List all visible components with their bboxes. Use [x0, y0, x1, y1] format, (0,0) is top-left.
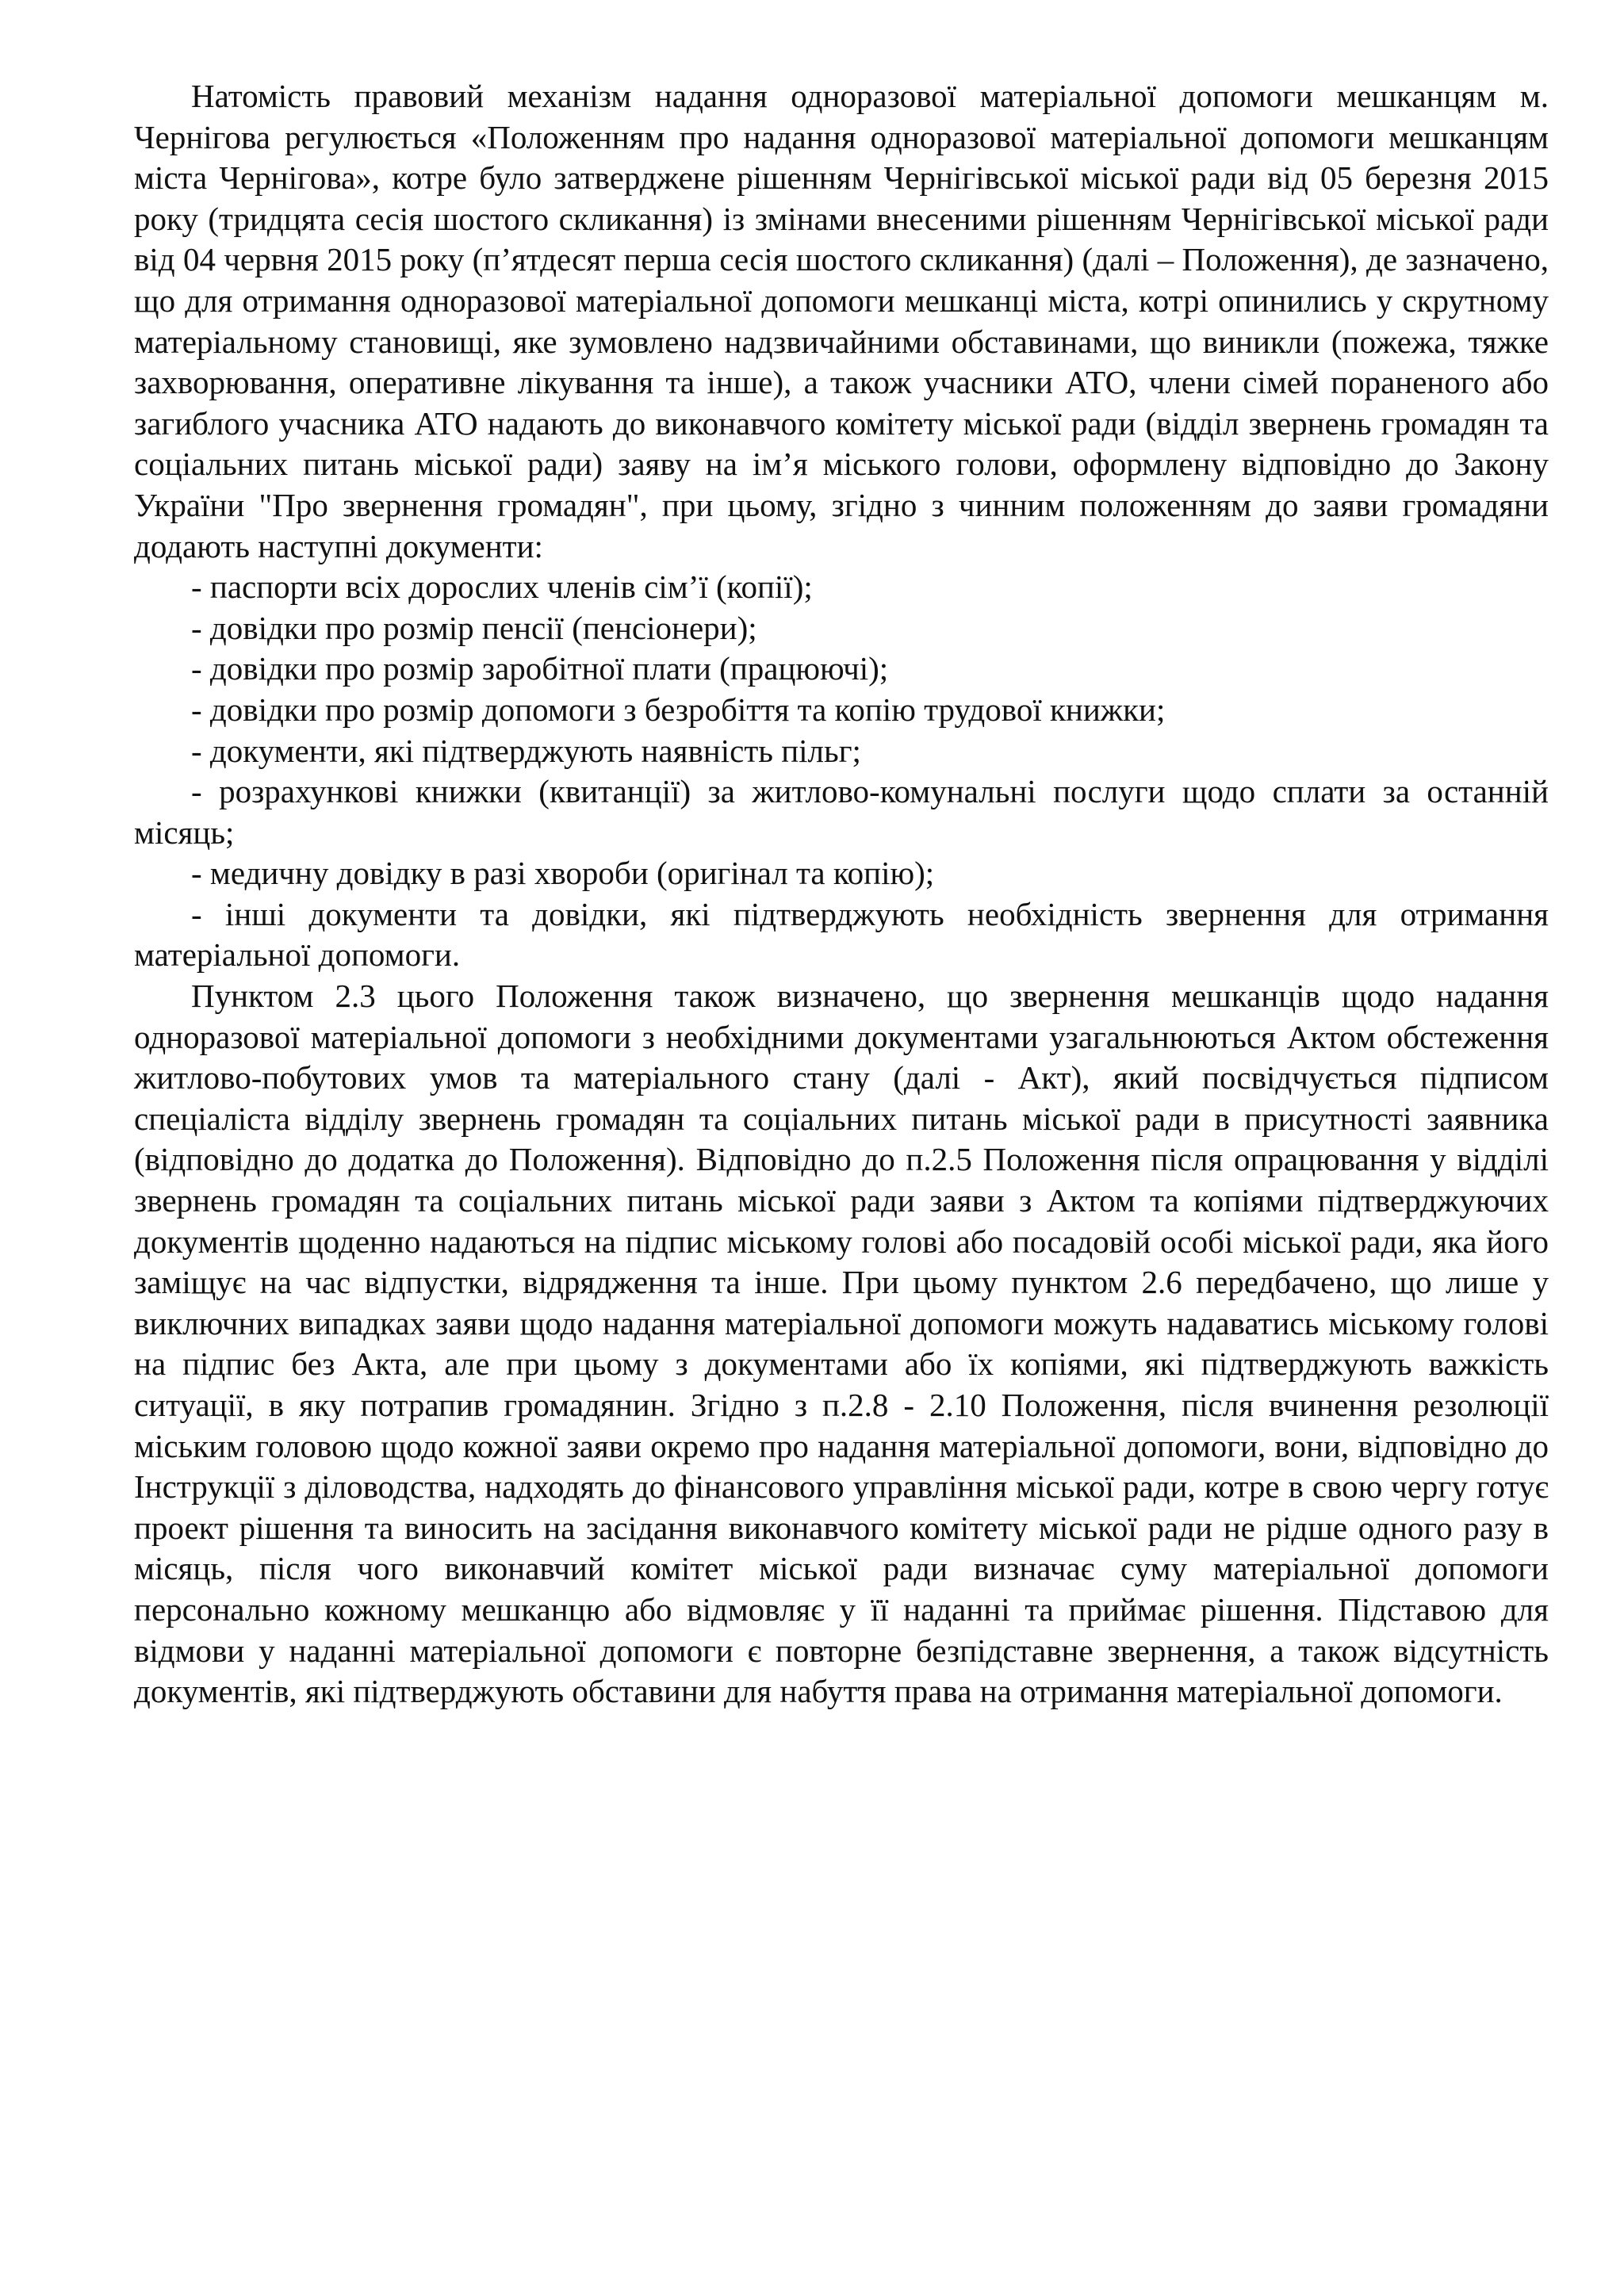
- document-body: [134, 76, 1549, 1712]
- list-item: - довідки про розмір допомоги з безробіття та копію трудової книжки;: [191, 691, 1166, 728]
- list-item: - документи, які підтверджують наявність пільг;: [191, 732, 861, 769]
- paragraph-procedure: Пунктом 2.3 цього Положення також визначено, що звернення мешканців щодо надання одноразової матеріальної допомоги з необхідними документами узагальнюються Актом обстеження житлово-побутових умов та матеріального стану (далі - Акт), який посвідчується підписом спеціаліста відділу звернень громадян та соціальних питань міської ради в присутності заявника (відповідно до додатка до Положення). Відповідно до п.2.5 Положення після опрацювання у відділі звернень громадян та соціальних питань міської ради заяви з Актом та копіями підтверджуючих документів щоденно надаються на підпис міському голові або посадовій особі міської ради, яка його заміщує на час відпустки, відрядження та інше. При цьому пунктом 2.6 передбачено, що лише у виключних випадках заяви щодо надання матеріальної допомоги можуть надаватись міському голові на підпис без Акта, але при цьому з документами або їх копіями, які підтверджують важкість ситуації, в яку потрапив громадянин. Згідно з п.2.8 - 2.10 Положення, після вчинення резолюції міським головою щодо кожної заяви окремо про надання матеріальної допомоги, вони, відповідно до Інструкції з діловодства, надходять до фінансового управління міської ради, котре в свою чергу готує проект рішення та виносить на засідання виконавчого комітету міської ради не рідше одного разу в місяць, після чого виконавчий комітет міської ради визначає суму матеріальної допомоги персонально кожному мешканцю або відмовляє у її наданні та приймає рішення. Підставою для відмови у наданні матеріальної допомоги є повторне безпідставне звернення, а також відсутність документів, які підтверджують обставини для набуття права на отримання матеріальної допомоги.: [134, 978, 1549, 1710]
- list-item: - медичну довідку в разі хвороби (оригінал та копію);: [191, 855, 935, 892]
- list-item: - довідки про розмір пенсії (пенсіонери);: [191, 609, 757, 646]
- list-item: - розрахункові книжки (квитанції) за житлово-комунальні послуги щодо сплати за останній місяць;: [134, 773, 1549, 851]
- list-item: - інші документи та довідки, які підтверджують необхідність звернення для отримання матеріальної допомоги.: [134, 895, 1549, 974]
- required-documents-list: [134, 567, 1549, 976]
- list-item: - паспорти всіх дорослих членів сім’ї (копії);: [191, 568, 813, 606]
- paragraph-legal-mechanism: Натомість правовий механізм надання одноразової матеріальної допомоги мешканцям м. Чернігова регулюється «Положенням про надання одноразової матеріальної допомоги мешканцям міста Чернігова», котре було затверджене рішенням Чернігівської міської ради від 05 березня 2015 року (тридцята сесія шостого скликання) із змінами внесеними рішенням Чернігівської міської ради від 04 червня 2015 року (п’ятдесят перша сесія шостого скликання) (далі – Положення), де зазначено, що для отримання одноразової матеріальної допомоги мешканці міста, котрі опинились у скрутному матеріальному становищі, яке зумовлено надзвичайними обставинами, що виникли (пожежа, тяжке захворювання, оперативне лікування та інше), а також учасники АТО, члени сімей пораненого або загиблого учасника АТО надають до виконавчого комітету міської ради (відділ звернень громадян та соціальних питань міської ради) заяву на ім’я міського голови, оформлену відповідно до Закону України "Про звернення громадян", при цьому, згідно з чинним положенням до заяви громадяни додають наступні документи:: [134, 78, 1549, 564]
- list-item: - довідки про розмір заробітної плати (працюючі);: [191, 650, 889, 687]
